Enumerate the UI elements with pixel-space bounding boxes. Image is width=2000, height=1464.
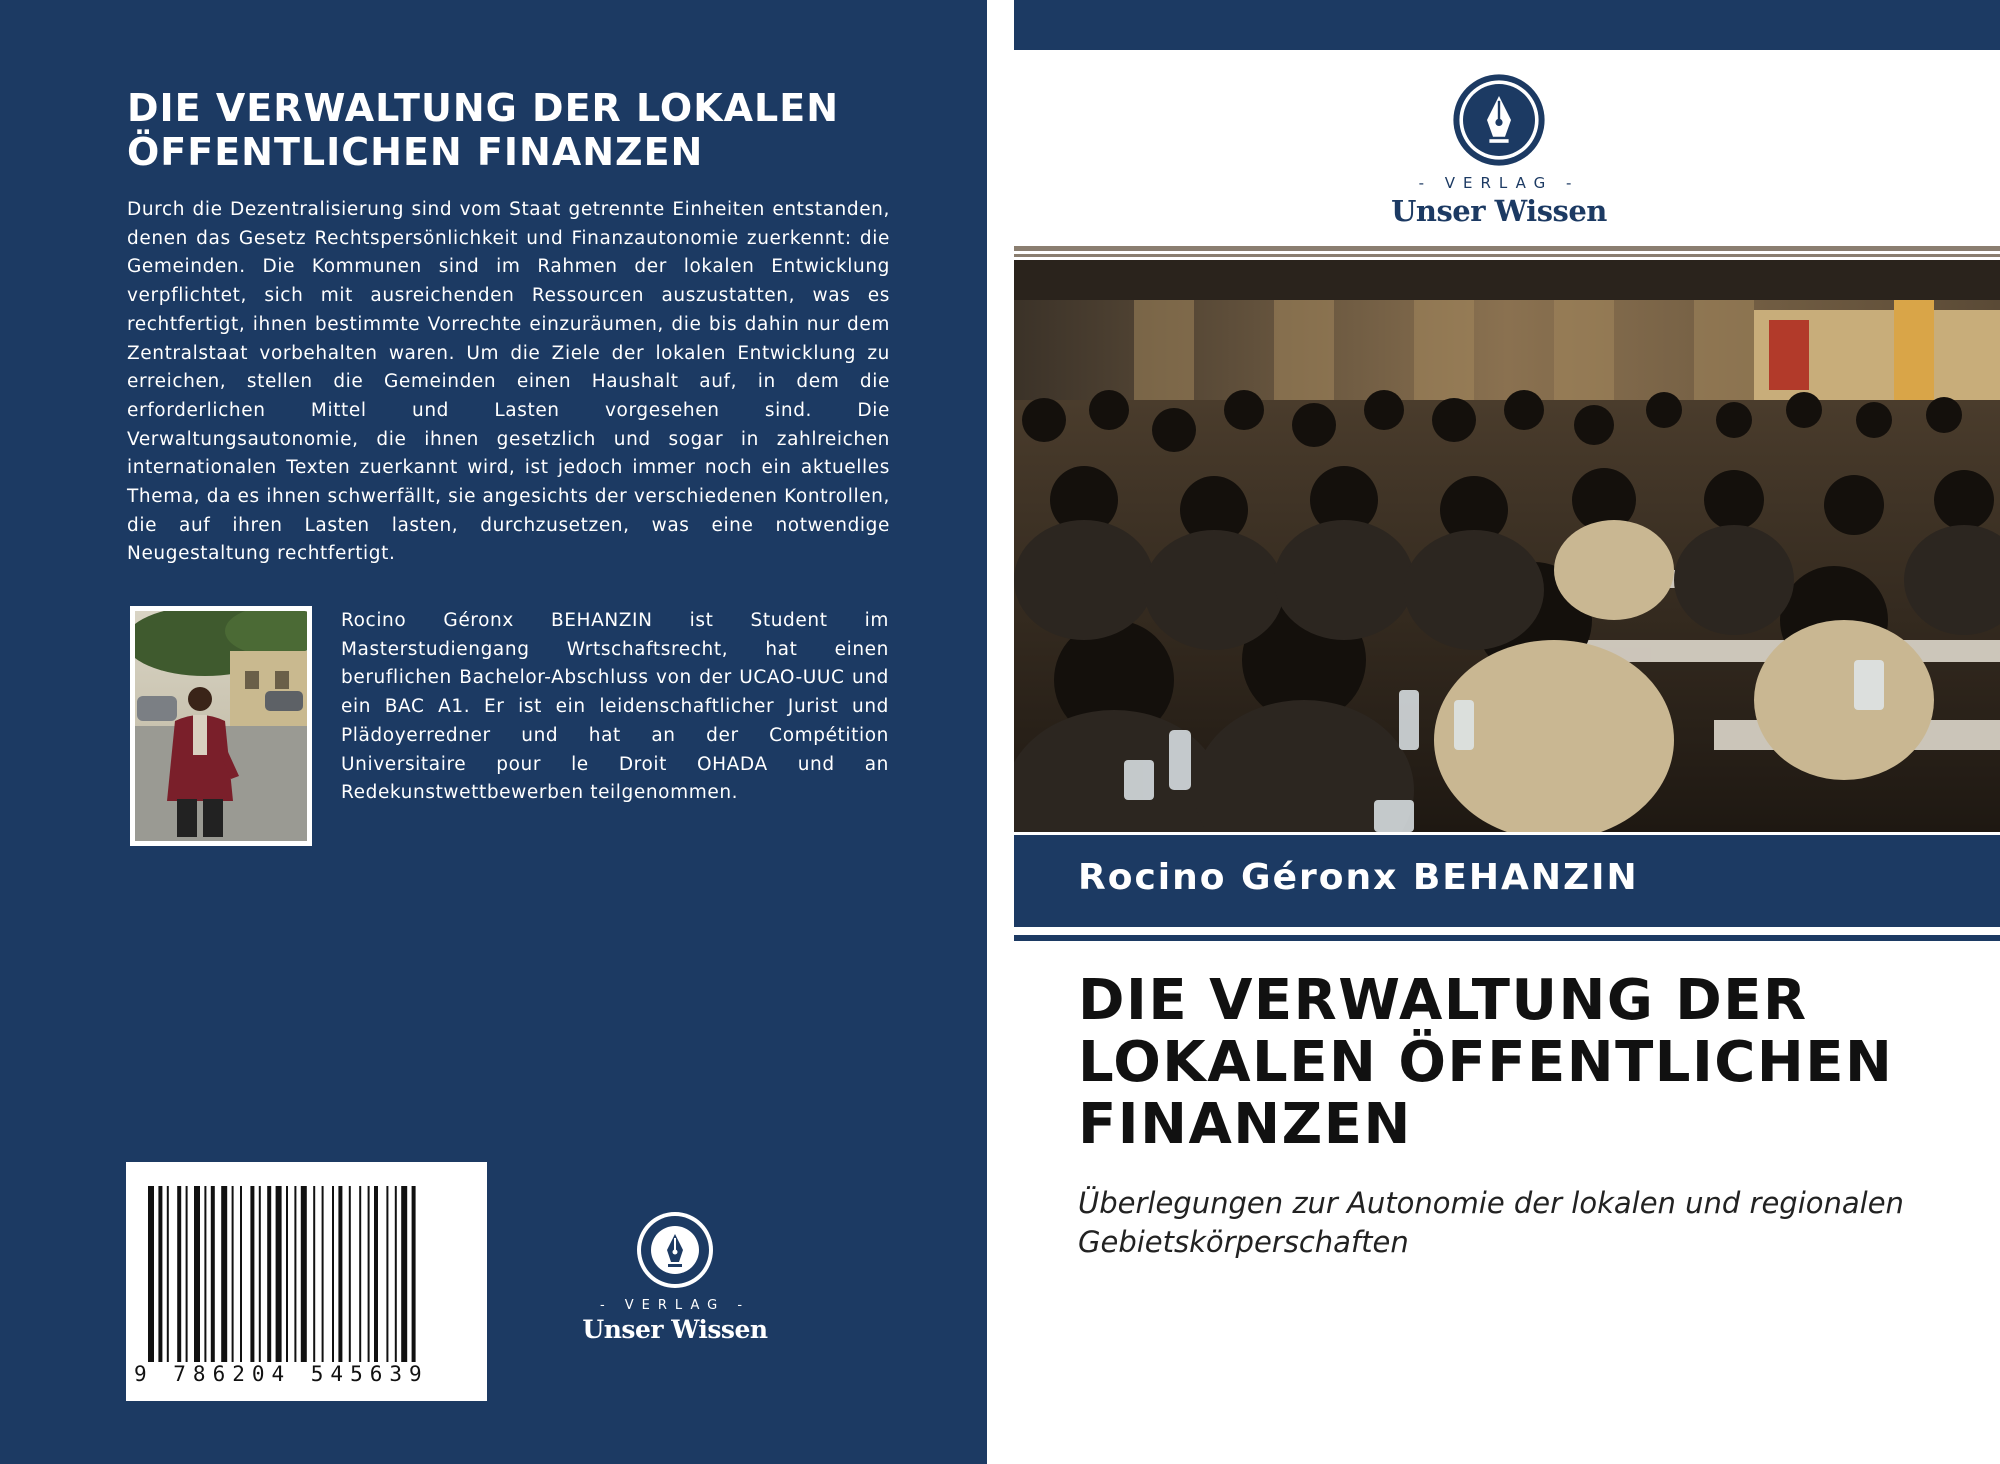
barcode-bar bbox=[177, 1186, 181, 1362]
cover-photo-conference bbox=[1014, 260, 2000, 832]
barcode-bar bbox=[204, 1186, 206, 1362]
decorative-rules bbox=[1014, 246, 2000, 258]
front-publisher-logo bbox=[1354, 72, 1644, 228]
front-cover-subtitle: Überlegungen zur Autonomie der lokalen und regionalen Gebietskörperschaften bbox=[1078, 1186, 1904, 1259]
author-band-underline bbox=[1014, 935, 2000, 941]
front-cover-author: Rocino Géronx BEHANZIN bbox=[1078, 857, 1639, 898]
back-cover bbox=[0, 0, 987, 1464]
back-publisher-name: Unser Wissen bbox=[582, 1315, 768, 1344]
barcode-bar bbox=[211, 1186, 215, 1362]
barcode-bar bbox=[368, 1186, 370, 1362]
barcode-bar bbox=[259, 1186, 261, 1362]
barcode-bar bbox=[313, 1186, 315, 1362]
barcode-bar bbox=[338, 1186, 342, 1362]
barcode-bar bbox=[322, 1186, 324, 1362]
barcode-icon bbox=[148, 1186, 466, 1362]
author-band bbox=[1014, 835, 2000, 927]
barcode-bar bbox=[386, 1186, 388, 1362]
barcode-bar bbox=[148, 1186, 154, 1362]
back-verlag-label: - VERLAG - bbox=[599, 1298, 751, 1313]
front-publisher-name: Unser Wissen bbox=[1391, 194, 1607, 228]
back-cover-title: DIE VERWALTUNG DER LOKALEN ÖFFENTLICHEN FINANZEN bbox=[127, 86, 840, 174]
isbn-number: 9 786204 545639 bbox=[134, 1362, 429, 1386]
fountain-pen-nib-icon bbox=[1451, 72, 1547, 168]
barcode-bar bbox=[186, 1186, 188, 1362]
author-bio: Rocino Géronx BEHANZIN ist Student im Masterstudiengang Wrtschaftsrecht, hat einen beruflichen Bachelor-Abschluss von der UCAO-UUC und ein BAC A1. Er ist ein leidenschaftlicher Jurist und Plädoyerredner und hat an der Compétition Universitaire pour le Droit OHADA und an Redekunstwettbewerben teilgenommen. bbox=[341, 610, 889, 804]
back-publisher-logo bbox=[560, 1210, 790, 1344]
front-top-bar bbox=[1014, 0, 2000, 50]
barcode-bar bbox=[349, 1186, 351, 1362]
barcode-bar bbox=[286, 1186, 288, 1362]
barcode-bar bbox=[158, 1186, 162, 1362]
author-photo-image bbox=[135, 611, 307, 841]
front-verlag-label: - VERLAG - bbox=[1418, 174, 1580, 192]
author-photo bbox=[130, 606, 312, 846]
barcode-bar bbox=[332, 1186, 334, 1362]
barcode-bar bbox=[294, 1186, 296, 1362]
barcode-bar bbox=[276, 1186, 282, 1362]
barcode-bar bbox=[412, 1186, 416, 1362]
barcode-bar bbox=[250, 1186, 254, 1362]
barcode-bar bbox=[301, 1186, 307, 1362]
barcode-bar bbox=[232, 1186, 234, 1362]
barcode-bar bbox=[374, 1186, 378, 1362]
barcode-bar bbox=[395, 1186, 397, 1362]
barcode-bar bbox=[267, 1186, 271, 1362]
barcode-bar bbox=[401, 1186, 407, 1362]
back-cover-blurb: Durch die Dezentralisierung sind vom Staat getrennte Einheiten entstanden, denen das Gesetz Rechtspersönlichkeit und Finanzautonomie zuerkennt: die Gemeinden. Die Kommunen sind im Rahmen der lokalen Entwicklung verpflichtet, sich mit ausreichenden Ressourcen auszustatten, was es rechtfertigt, ihnen bestimmte Vorrechte einzuräumen, die bis dahin nur dem Zentralstaat vorbehalten waren. Um die Ziele der lokalen Entwicklung zu erreichen, stellen die Gemeinden einen Haushalt auf, in dem die erforderlichen Mittel und Lasten vorgesehen sind. Die Verwaltungsautonomie, die ihnen gesetzlich und sogar in zahlreichen internationalen Texten zuerkannt wird, ist jedoch immer noch ein aktuelles Thema, da es ihnen schwerfällt, sie angesichts der verschiedenen Kontrollen, die auf ihren Lasten lasten, durchzusetzen, was eine notwendige Neugestaltung rechtfertigt. bbox=[127, 199, 890, 565]
book-spine bbox=[987, 0, 1014, 1464]
barcode-bar bbox=[167, 1186, 169, 1362]
fountain-pen-nib-icon bbox=[635, 1210, 715, 1290]
barcode bbox=[126, 1162, 487, 1401]
front-cover bbox=[1014, 0, 2000, 1464]
barcode-bar bbox=[359, 1186, 361, 1362]
barcode-bar bbox=[240, 1186, 242, 1362]
barcode-bar bbox=[194, 1186, 200, 1362]
front-cover-title: DIE VERWALTUNG DER LOKALEN ÖFFENTLICHEN FINANZEN bbox=[1078, 968, 1894, 1157]
barcode-bar bbox=[221, 1186, 227, 1362]
